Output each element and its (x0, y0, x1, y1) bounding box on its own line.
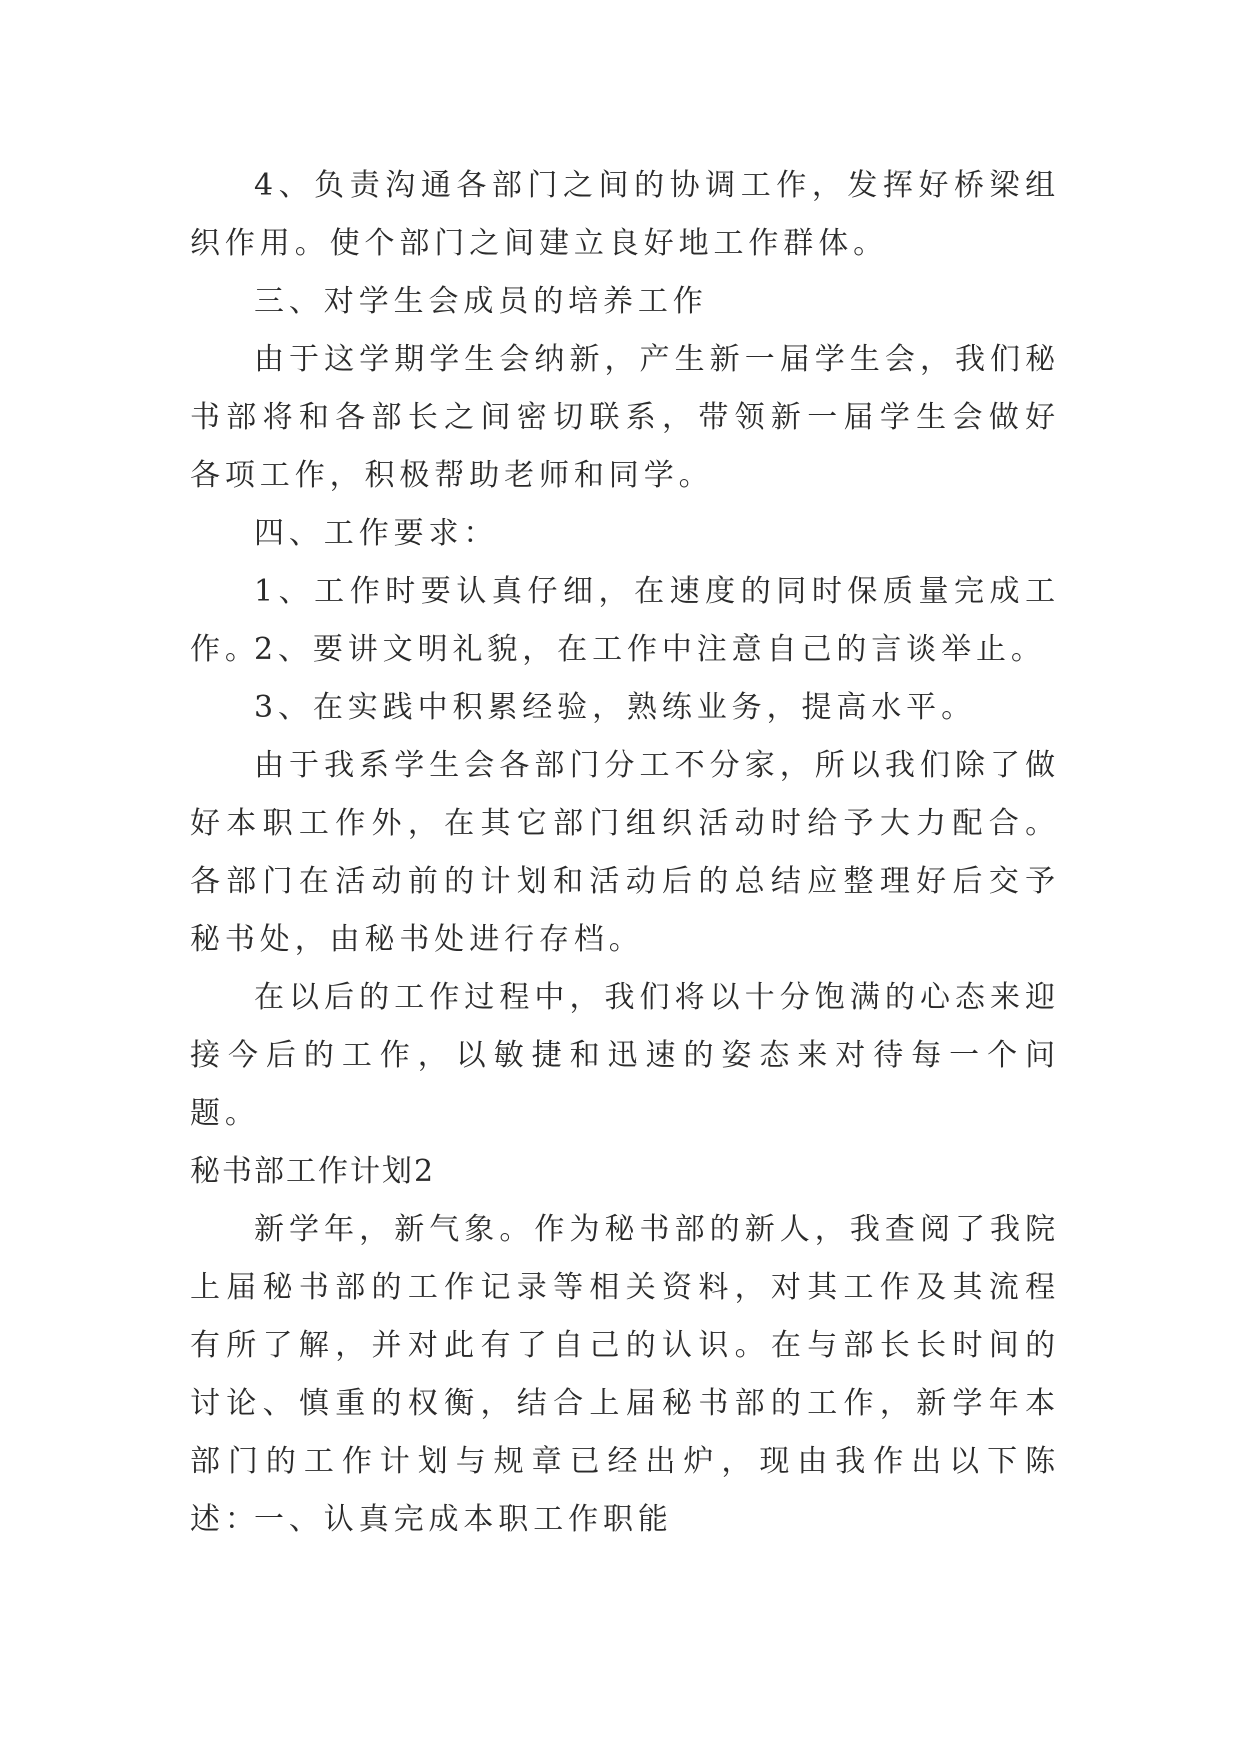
paragraph-new-year: 新学年，新气象。作为秘书部的新人，我查阅了我院上届秘书部的工作记录等相关资料，对其工作及其流程有所了解，并对此有了自己的认识。在与部长长时间的讨论、慎重的权衡，结合上届秘书部的工作，新学年本部门的工作计划与规章已经出炉，现由我作出以下陈述： (190, 1212, 1060, 1537)
paragraph-attitude: 在以后的工作过程中，我们将以十分饱满的心态来迎接今后的工作，以敏捷和迅速的姿态来对待每一个问题。 (190, 980, 1060, 1131)
requirement-item-3: 3、在实践中积累经验，熟练业务，提高水平。 (254, 690, 976, 725)
section-heading-requirements: 四、工作要求： (254, 516, 499, 551)
requirement-item-2: 2、要讲文明礼貌，在工作中注意自己的言谈举止。 (254, 632, 1046, 667)
paragraph-cooperation: 由于我系学生会各部门分工不分家，所以我们除了做好本职工作外，在其它部门组织活动时给予大力配合。各部门在活动前的计划和活动后的总结应整理好后交予秘书处，由秘书处进行存档。 (190, 748, 1060, 957)
paragraph-coordination: 4、负责沟通各部门之间的协调工作，发挥好桥梁组织作用。使个部门之间建立良好地工作群体。 (190, 168, 1060, 261)
section-heading-duties: 一、认真完成本职工作职能 (254, 1502, 673, 1537)
paragraph-new-student-union: 由于这学期学生会纳新，产生新一届学生会，我们秘书部将和各部长之间密切联系，带领新一届学生会做好各项工作，积极帮助老师和同学。 (190, 342, 1060, 493)
document-subtitle: 秘书部工作计划2 (190, 1154, 436, 1189)
section-heading-training: 三、对学生会成员的培养工作 (254, 284, 708, 319)
requirement-item-1: 1、工作时要认真仔细，在速度的同时保质量完成工作。 (190, 574, 1060, 667)
